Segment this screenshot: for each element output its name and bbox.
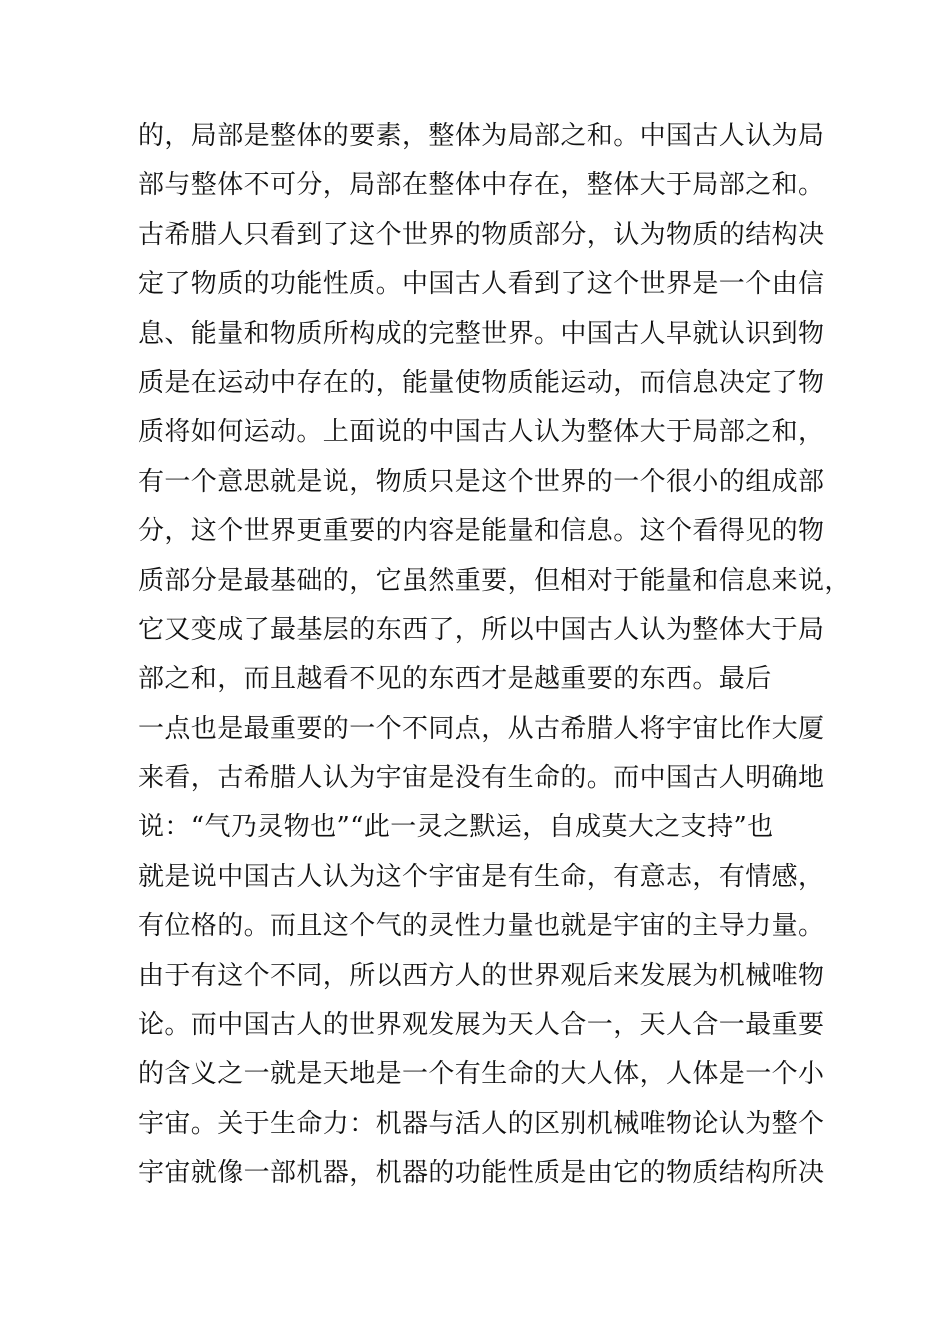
text-line-1: 的，局部是整体的要素，整体为局部之和。中国古人认为局	[138, 121, 825, 151]
text-line-18: 由于有这个不同，所以西方人的世界观后来发展为机械唯物	[138, 960, 825, 991]
text-line-14: 来看，古希腊人认为宇宙是没有生命的。而中国古人明确地	[138, 763, 825, 794]
text-line-7: 质将如何运动。上面说的中国古人认为整体大于局部之和，	[138, 417, 825, 448]
text-line-20: 的含义之一就是天地是一个有生命的大人体，人体是一个小	[138, 1059, 825, 1090]
body-text	[138, 112, 851, 1199]
text-line-21: 宇宙。关于生命力：机器与活人的区别机械唯物论认为整个	[138, 1108, 825, 1139]
text-line-19: 论。而中国古人的世界观发展为天人合一，天人合一最重要	[138, 1010, 825, 1041]
text-line-16: 就是说中国古人认为这个宇宙是有生命，有意志，有情感，	[138, 861, 825, 892]
text-line-6: 质是在运动中存在的，能量使物质能运动，而信息决定了物	[138, 367, 825, 398]
text-line-12: 部之和，而且越看不见的东西才是越重要的东西。最后	[138, 664, 772, 695]
text-line-5: 息、能量和物质所构成的完整世界。中国古人早就认识到物	[138, 318, 825, 349]
text-line-4: 定了物质的功能性质。中国古人看到了这个世界是一个由信	[138, 269, 825, 300]
text-line-22: 宇宙就像一部机器，机器的功能性质是由它的物质结构所决	[138, 1158, 825, 1189]
text-line-8: 有一个意思就是说，物质只是这个世界的一个很小的组成部	[138, 466, 825, 497]
text-line-11: 它又变成了最基层的东西了，所以中国古人认为整体大于局	[138, 614, 825, 645]
text-line-2: 部与整体不可分，局部在整体中存在，整体大于局部之和。	[138, 170, 825, 201]
text-line-9: 分，这个世界更重要的内容是能量和信息。这个看得见的物	[138, 516, 825, 547]
text-line-17: 有位格的。而且这个气的灵性力量也就是宇宙的主导力量。	[138, 911, 825, 942]
text-line-13: 一点也是最重要的一个不同点，从古希腊人将宇宙比作大厦	[138, 713, 825, 744]
text-line-15: 说：“气乃灵物也”“此一灵之默运，自成莫大之支持”也	[138, 812, 774, 843]
text-line-3: 古希腊人只看到了这个世界的物质部分，认为物质的结构决	[138, 219, 825, 250]
text-line-10: 质部分是最基础的，它虽然重要，但相对于能量和信息来说，	[138, 565, 851, 596]
